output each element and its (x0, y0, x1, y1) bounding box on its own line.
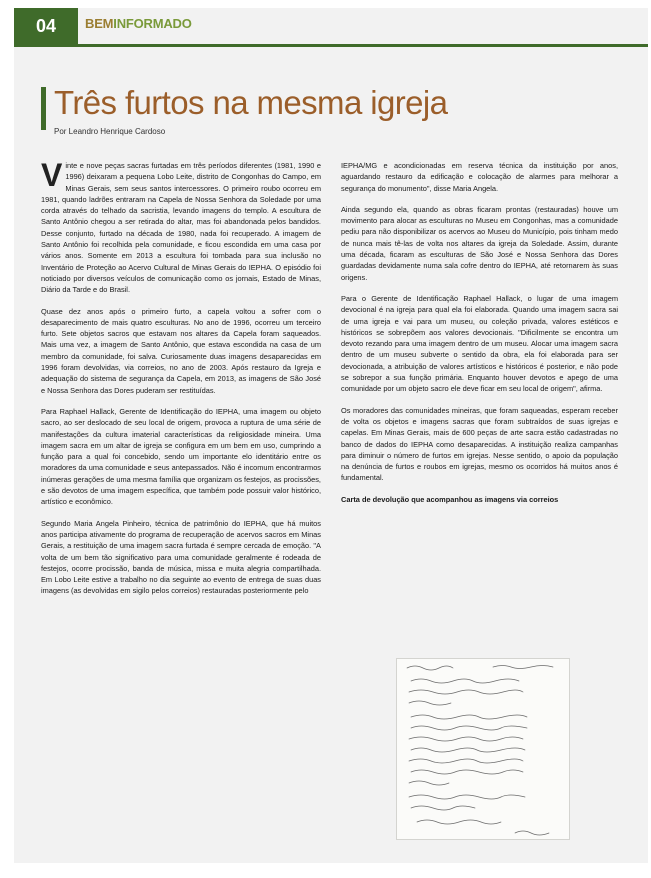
brand-prefix: BEM (85, 16, 114, 31)
title-accent-bar (41, 87, 46, 130)
article-column-right (341, 160, 618, 515)
magazine-brand (85, 16, 192, 31)
drop-cap: V (41, 157, 63, 193)
paragraph: Segundo Maria Angela Pinheiro, técnica de patrimônio do IEPHA, que há muitos anos participa ativamente do programa de recuperação de acervos sacros em Minas Gerais, a restituição de uma imagem sacra furtada é sempre cercada de emoção. "A volta de um bem tão significativo para uma comunidade geralmente é rodeada de festejos, ocorre procissão, banda de música, missa e muita alegria compartilhada. Em Lobo Leite estive a trabalho no dia seguinte ao evento de entrega de suas duas imagens (as devolvidas em sigilo pelos correios) restauradas posteriormente pelo (41, 518, 321, 596)
handwritten-letter-image (396, 658, 570, 840)
article-title: Três furtos na mesma igreja (54, 84, 448, 121)
header-rule (14, 44, 648, 47)
paragraph: Ainda segundo ela, quando as obras ficaram prontas (restauradas) houve um movimento para alocar as esculturas no Museu em Congonhas, mas a comunidade pediu para não disponibilizar os acervos ao Museu do Município, pois tinham medo de nunca mais tê-las de volta nos altares da igreja da Soledade. Assim, durante uma década, ficaram as esculturas de São José e Nossa Senhora das Dores guardadas devidamente numa sala cofre dentro do IEPHA, até retornarem às suas origens. (341, 204, 618, 282)
paragraph-text: inte e nove peças sacras furtadas em três períodos diferentes (1981, 1990 e 1996) deixaram a pequena Lobo Leite, distrito de Congonhas do Campo, em Minas Gerais, sem seus santos intercessores. O primeiro roubo ocorreu em 1981, quando ladrões entraram na Capela de Nossa Senhora da Soledade por uma corda através do telhado da sacristia, levando imagens do templo. A escultura de Santo Antônio chegou a ser retirada do altar, mas foi abandonada pelos bandidos. Desse conjunto, furtado na década de 1980, nada foi recuperado. A imagem de Santo Antônio foi recolhida pela comunidade, e ficou escondida em uma casa por vários anos. Somente em 2013 a escultura foi tombada para sua inclusão no Inventário de Proteção ao Acervo Cultural de Minas Gerais do IEPHA. O episódio foi noticiado por diversos veículos de comunicação como os jornais, Estado de Minas, Diário da Tarde e do Brasil. (41, 161, 321, 295)
article-column-left (41, 157, 321, 607)
article-byline: Por Leandro Henrique Cardoso (54, 127, 166, 136)
handwriting-scribbles (397, 659, 569, 839)
paragraph (41, 157, 321, 296)
paragraph: Para Raphael Hallack, Gerente de Identificação do IEPHA, uma imagem ou objeto sacro, ao ser deslocado de seu local de origem, provoca a ruptura de uma série de manifestações da cultura imaterial características da religiosidade mineira. Uma imagem sacra em um altar de igreja se configura em um bem em uso, cumprindo a função para a qual foi concebido, sendo um importante elo identitário entre os moradores da uma comunidade e seus antepassados. Não é incomum encontrarmos inúmeras gerações de uma mesma família que organizam os festejos, as procissões, e são devotos de uma imagem específica, que também pode possuir valor histórico, artístico e econômico. (41, 406, 321, 507)
brand-suffix: INFORMADO (113, 16, 192, 31)
paragraph: Os moradores das comunidades mineiras, que foram saqueadas, esperam receber de volta os objetos e imagens sacras que foram subtraídos de suas igrejas e capelas. Em Minas Gerais, mais de 600 peças de arte sacra estão cadastradas no banco de dados do IEPHA como desaparecidas. A instituição realiza campanhas para diminuir o número de furtos em igrejas. Nesse sentido, o apoio da população na denúncia de furtos e roubos em igrejas, mesmo os ocorridos há muitos anos é fundamental. (341, 405, 618, 483)
paragraph: Quase dez anos após o primeiro furto, a capela voltou a sofrer com o desaparecimento de mais quatro esculturas. No ano de 1996, ocorreu um terceiro furto. Sete objetos sacros que estavam nos altares da Capela foram saqueados. Mais uma vez, a imagem de Santo Antônio, que estava escondida na casa de um membro da comunidade, foi salva. Curiosamente duas imagens desaparecidas em 1996 foram devolvidas, via correios, no ano de 2003. Após restauro da Igreja e adequação do sistema de segurança da Capela, em 2013, as imagens de São José e Nossa Senhora das Dores puderam ser restituídas. (41, 306, 321, 395)
paragraph: Para o Gerente de Identificação Raphael Hallack, o lugar de uma imagem devocional é na igreja para qual ela foi elaborada. Quando uma imagem sacra sai de uma igreja e vai para um museu, ou coleção privada, valores estéticos e históricos se sobrepõem aos valores devocionais. "Dificilmente se encontra um devoto rezando para uma imagem dentro de um museu. Alocar uma imagem sacra dentro de um museu subverte o sentido da obra, ela foi elaborada para ser devocionada, a atribuição de valores artísticos e históricos é posterior, e não pode se sobrepor a sua função primária. Enquanto houver devotos e apego de uma comunidade por um objeto sacro ele deve ficar em seu local de origem", afirma. (341, 293, 618, 394)
letter-caption: Carta de devolução que acompanhou as imagens via correios (341, 494, 559, 504)
paragraph: IEPHA/MG e acondicionadas em reserva técnica da instituição por anos, aguardando restauro da edificação e colocação de alarmes para melhorar a segurança do monumento", disse Maria Angela. (341, 161, 618, 193)
page-number: 04 (14, 8, 78, 44)
